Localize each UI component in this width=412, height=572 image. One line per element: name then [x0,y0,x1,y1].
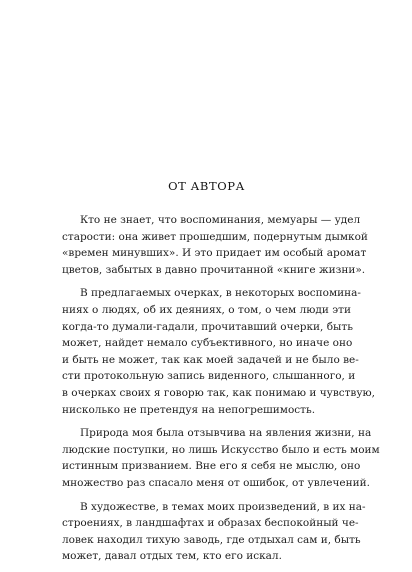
paragraph-3 [62,425,380,491]
paragraph-line: множество раз спасало меня от ошибок, от увлечений. [62,476,370,489]
paragraph-line: в очерках своих я говорю так, как понимаю и чувствую, [62,386,375,399]
paragraph-line: цветов, забытых в давно прочитанной «книге жизни». [62,263,366,276]
paragraph-1 [62,212,368,278]
paragraph-line: когда-то думали-гадали, прочитавший очерки, быть [62,320,353,333]
paragraph-line: В художестве, в темах моих произведений, в их на- [80,500,366,513]
paragraph-line: Природа моя была отзывчива на явления жизни, на [80,427,372,440]
paragraph-line: строениях, в ландшафтах и образах беспокойный че- [62,517,359,530]
paragraph-2 [62,285,375,418]
paragraph-line: может, давал отдых тем, кто его искал. [62,550,282,563]
paragraph-line: истинным призванием. Вне его я себя не мыслю, оно [62,460,361,473]
paragraph-line: может, найдет немало субъективного, но иначе оно [62,337,353,350]
paragraph-line: В предлагаемых очерках, в некоторых воспомина- [80,287,361,300]
section-title: ОТ АВТОРА [168,179,245,193]
page-content [62,178,380,572]
paragraph-line: нисколько не претендуя на непогрешимость. [62,403,316,416]
paragraph-line: и быть не может, так как моей задачей и не было ве- [62,353,359,366]
paragraph-line: ниях о людях, об их деяниях, о том, о чем люди эти [62,303,351,316]
paragraph-line: «времен минувших». И это придает им особый аромат [62,247,367,260]
paragraph-line: старости: она живет прошедшим, подернутым дымкой [62,230,368,243]
paragraph-line: ловек находил тихую заводь, где отдыхал сам и, быть [62,533,361,546]
paragraph-line: людские поступки, но лишь Искусство было и есть моим [62,443,380,456]
paragraph-line: Кто не знает, что воспоминания, мемуары — удел [80,214,361,226]
paragraph-line: сти протокольную запись виденного, слышанного, и [62,370,356,383]
paragraph-4 [62,499,366,565]
